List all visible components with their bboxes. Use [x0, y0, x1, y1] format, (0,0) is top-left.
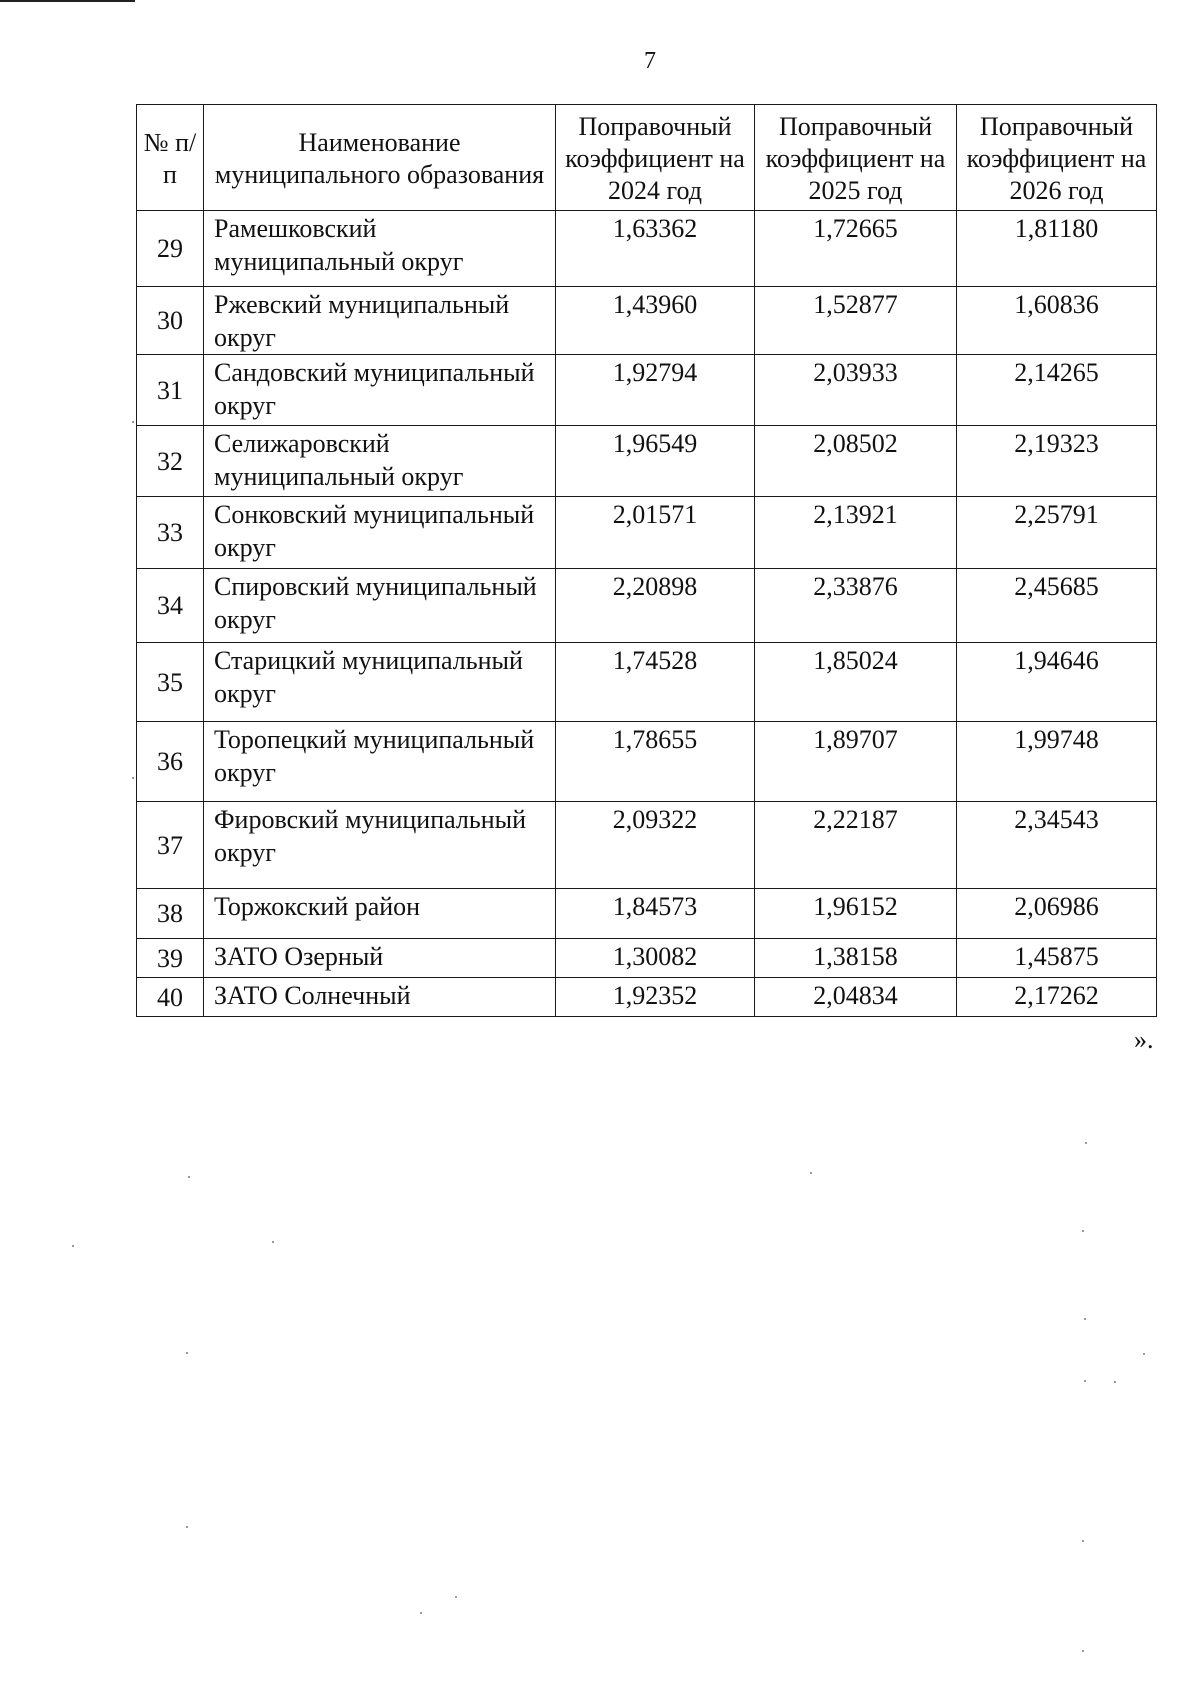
municipality-name: Фировский муниципальный округ — [204, 802, 556, 889]
coefficient-2024: 2,09322 — [556, 802, 755, 889]
scan-speck — [1143, 1353, 1145, 1355]
coefficients-table — [136, 104, 1157, 1017]
scan-speck — [1085, 1142, 1087, 1144]
municipality-name: Ржевский муниципальный округ — [204, 287, 556, 355]
scan-speck — [1084, 1380, 1086, 1382]
coefficient-2025: 1,38158 — [755, 939, 957, 978]
scan-edge-mark — [0, 0, 135, 2]
table-row — [137, 355, 1157, 426]
scan-speck — [1082, 1540, 1084, 1542]
table-header-row — [137, 105, 1157, 211]
coefficient-2026: 2,19323 — [957, 426, 1157, 497]
coefficient-2024: 1,84573 — [556, 889, 755, 939]
coefficient-2025: 2,13921 — [755, 497, 957, 569]
table-row — [137, 889, 1157, 939]
coefficient-2026: 2,34543 — [957, 802, 1157, 889]
coefficient-2025: 1,52877 — [755, 287, 957, 355]
scan-speck — [1082, 1230, 1084, 1232]
row-number: 30 — [137, 287, 204, 355]
table-row — [137, 497, 1157, 569]
coefficient-2024: 2,20898 — [556, 569, 755, 643]
coefficient-2024: 1,74528 — [556, 643, 755, 722]
coefficient-2026: 2,14265 — [957, 355, 1157, 426]
municipality-name: Сонковский муниципальный округ — [204, 497, 556, 569]
coefficient-2026: 1,60836 — [957, 287, 1157, 355]
coefficient-2025: 1,96152 — [755, 889, 957, 939]
header-2024: Поправочный коэффициент на 2024 год — [556, 105, 755, 211]
coefficient-2024: 2,01571 — [556, 497, 755, 569]
coefficient-2024: 1,92352 — [556, 978, 755, 1017]
page-number: 7 — [644, 48, 656, 74]
table-row — [137, 643, 1157, 722]
municipality-name: Торжокский район — [204, 889, 556, 939]
row-number: 40 — [137, 978, 204, 1017]
header-2025: Поправочный коэффициент на 2025 год — [755, 105, 957, 211]
row-number: 34 — [137, 569, 204, 643]
coefficient-2026: 2,45685 — [957, 569, 1157, 643]
scan-speck — [420, 1612, 422, 1614]
header-number: № п/п — [137, 105, 204, 211]
scan-speck — [72, 1245, 74, 1247]
coefficient-2024: 1,78655 — [556, 722, 755, 802]
row-number: 35 — [137, 643, 204, 722]
coefficient-2026: 2,17262 — [957, 978, 1157, 1017]
scan-speck — [132, 777, 134, 779]
table-row — [137, 211, 1157, 287]
header-2026: Поправочный коэффициент на 2026 год — [957, 105, 1157, 211]
coefficient-2026: 2,06986 — [957, 889, 1157, 939]
coefficient-2024: 1,63362 — [556, 211, 755, 287]
municipality-name: Торопецкий муниципальный округ — [204, 722, 556, 802]
scan-speck — [810, 1172, 812, 1174]
closing-quote: ». — [1134, 1025, 1154, 1054]
municipality-name: Спировский муниципальный округ — [204, 569, 556, 643]
table-row — [137, 722, 1157, 802]
coefficient-2024: 1,96549 — [556, 426, 755, 497]
table-row — [137, 802, 1157, 889]
coefficient-2025: 2,08502 — [755, 426, 957, 497]
coefficient-2025: 2,03933 — [755, 355, 957, 426]
coefficient-2024: 1,92794 — [556, 355, 755, 426]
coefficient-2024: 1,30082 — [556, 939, 755, 978]
scan-speck — [188, 1176, 190, 1178]
coefficient-2025: 2,33876 — [755, 569, 957, 643]
table-row — [137, 939, 1157, 978]
coefficient-2026: 1,99748 — [957, 722, 1157, 802]
scan-speck — [132, 421, 134, 423]
row-number: 33 — [137, 497, 204, 569]
municipality-name: ЗАТО Озерный — [204, 939, 556, 978]
coefficient-2026: 1,45875 — [957, 939, 1157, 978]
scan-speck — [186, 1352, 188, 1354]
table-row — [137, 569, 1157, 643]
coefficient-2026: 1,81180 — [957, 211, 1157, 287]
row-number: 39 — [137, 939, 204, 978]
coefficient-2024: 1,43960 — [556, 287, 755, 355]
scan-speck — [186, 1526, 188, 1528]
row-number: 31 — [137, 355, 204, 426]
municipality-name: Селижаровский муниципальный округ — [204, 426, 556, 497]
scan-speck — [272, 1241, 274, 1243]
table-row — [137, 978, 1157, 1017]
table-row — [137, 426, 1157, 497]
coefficient-2025: 1,85024 — [755, 643, 957, 722]
municipality-name: Старицкий муниципальный округ — [204, 643, 556, 722]
scan-speck — [455, 1596, 457, 1598]
scan-speck — [1114, 1381, 1116, 1383]
coefficient-2025: 1,72665 — [755, 211, 957, 287]
coefficient-2025: 2,22187 — [755, 802, 957, 889]
row-number: 37 — [137, 802, 204, 889]
row-number: 29 — [137, 211, 204, 287]
municipality-name: Сандовский муниципальный округ — [204, 355, 556, 426]
row-number: 36 — [137, 722, 204, 802]
scan-speck — [1082, 1650, 1084, 1652]
coefficient-2025: 1,89707 — [755, 722, 957, 802]
row-number: 32 — [137, 426, 204, 497]
header-name: Наименование муниципального образования — [204, 105, 556, 211]
coefficient-2026: 2,25791 — [957, 497, 1157, 569]
table-row — [137, 287, 1157, 355]
municipality-name: ЗАТО Солнечный — [204, 978, 556, 1017]
municipality-name: Рамешковский муниципальный округ — [204, 211, 556, 287]
row-number: 38 — [137, 889, 204, 939]
coefficient-2025: 2,04834 — [755, 978, 957, 1017]
scan-speck — [1084, 1318, 1086, 1320]
coefficient-2026: 1,94646 — [957, 643, 1157, 722]
